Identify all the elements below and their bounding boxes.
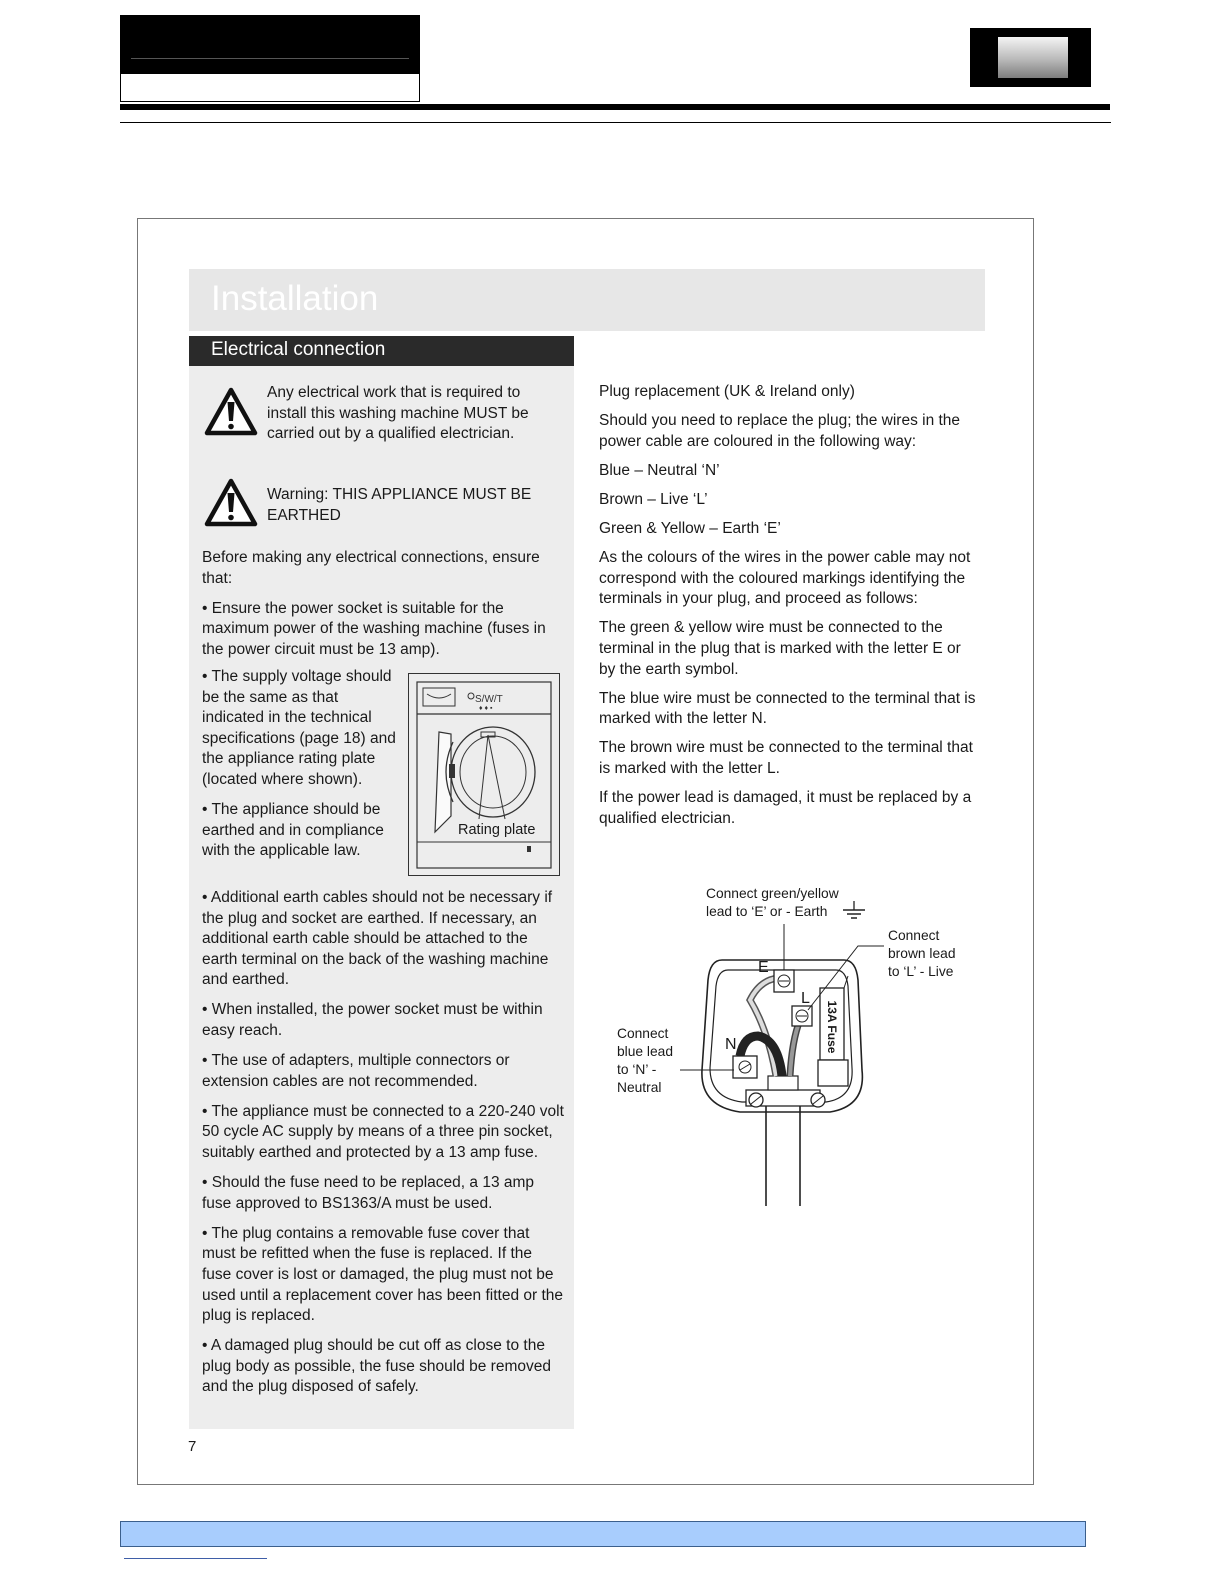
brand-logo (970, 28, 1091, 87)
header-rule-thin (120, 122, 1111, 123)
header-band (121, 16, 419, 74)
bullet-power-socket: • Ensure the power socket is suitable for the maximum power of the washing machine (fuses in the power circuit must be 13 amp). (202, 599, 546, 658)
svg-text:S/W/T: S/W/T (475, 694, 503, 705)
subsection-header (189, 336, 574, 366)
bullet-supply: • The appliance must be connected to a 220-240 volt 50 cycle AC supply by means of a three pin socket, suitably earthed and protected by a 13 amp fuse. (202, 1102, 564, 1162)
bullet-fuse-replace: • Should the fuse need to be replaced, a 13 amp fuse approved to BS1363/A must be used. (202, 1174, 535, 1212)
bullet-adapters: • The use of adapters, multiple connectors or extension cables are not recommended. (202, 1052, 510, 1090)
colours-note: As the colours of the wires in the power cable may not correspond with the coloured markings identifying the terminals in your plug, and proceed as follows: (599, 549, 971, 608)
terminal-l-label: L (801, 990, 810, 1007)
live-lead-label-1: Connect (888, 928, 940, 943)
header-box (120, 15, 420, 102)
page-number: 7 (188, 1438, 197, 1455)
live-lead-label-3: to ‘L’ - Live (888, 964, 954, 979)
washing-machine-illustration (409, 674, 559, 875)
green-yellow-instruction: The green & yellow wire must be connected to the terminal in the plug that is marked with the letter E or by the earth symbol. (599, 619, 961, 678)
bullet-damaged-plug: • A damaged plug should be cut off as close to the plug body as possible, the fuse should be removed and the plug disposed of safely. (202, 1337, 551, 1396)
section-title: Installation (211, 279, 379, 318)
footer-bar (120, 1521, 1086, 1547)
blue-instruction: The blue wire must be connected to the terminal that is marked with the letter N. (599, 689, 976, 728)
intro-text: Before making any electrical connections, ensure that: (202, 549, 540, 587)
live-lead-label-2: brown lead (888, 946, 956, 961)
warning-earthed-text: Warning: THIS APPLIANCE MUST BE EARTHED (267, 486, 532, 524)
rating-plate-label: Rating plate (458, 822, 536, 838)
neutral-lead-label-2: blue lead (617, 1044, 674, 1059)
wires-intro: Should you need to replace the plug; the wires in the power cable are coloured in the following way: (599, 412, 961, 450)
wire-brown: Brown – Live ‘L’ (599, 490, 708, 508)
neutral-lead-label-3: to ‘N’ - (617, 1062, 657, 1077)
neutral-lead-label-4: Neutral (617, 1080, 662, 1095)
warning-triangle-icon (203, 386, 259, 438)
warning-electrician-text: Any electrical work that is required to install this washing machine MUST be carried out by a qualified electrician. (267, 384, 529, 443)
header-rule-thick (120, 104, 1110, 110)
terminal-n-label: N (725, 1036, 737, 1053)
earth-lead-label-2: lead to ‘E’ or - Earth (706, 904, 828, 919)
neutral-lead-label-1: Connect (617, 1026, 669, 1041)
plug-replacement-heading: Plug replacement (UK & Ireland only) (599, 383, 855, 400)
right-column-text (599, 382, 979, 838)
warning-triangle-icon (203, 477, 259, 529)
fuse-label: 13A Fuse (825, 1000, 839, 1054)
brown-instruction: The brown wire must be connected to the terminal that is marked with the letter L. (599, 739, 973, 777)
damaged-lead-note: If the power lead is damaged, it must be replaced by a qualified electrician. (599, 789, 972, 827)
bullet-fuse-cover: • The plug contains a removable fuse cover that must be refitted when the fuse is replaced. If the fuse cover is lost or damaged, the plug must not be used until a replacement cover has been fitted or the plug is replaced. (202, 1224, 564, 1325)
left-text-narrow (202, 667, 398, 871)
svg-text:♦ ♦ ▪: ♦ ♦ ▪ (479, 705, 493, 712)
left-text-top (202, 548, 562, 670)
washing-machine-figure (408, 673, 560, 876)
section-banner (189, 269, 985, 331)
footer-link[interactable] (124, 1558, 267, 1559)
wire-blue: Blue – Neutral ‘N’ (599, 461, 720, 479)
terminal-e-label: E (758, 959, 769, 976)
subsection-title: Electrical connection (211, 339, 386, 360)
wire-green-yellow: Green & Yellow – Earth ‘E’ (599, 519, 781, 537)
bullet-supply-voltage: • The supply voltage should be the same as that indicated in the technical specifications (page 18) and the appliance rating plate (located where shown). (202, 668, 396, 788)
plug-wiring-diagram (600, 880, 980, 1210)
bullet-earth-cables: • Additional earth cables should not be necessary if the plug and socket are earthed. If necessary, an additional earth cable should be attached to the earth terminal on the back of the washing machine and earthed. (202, 889, 553, 989)
earth-lead-label-1: Connect green/yellow (706, 886, 839, 901)
left-text-bottom (202, 888, 564, 1408)
bullet-earthed: • The appliance should be earthed and in compliance with the applicable law. (202, 801, 384, 860)
bullet-socket-reach: • When installed, the power socket must be within easy reach. (202, 1001, 543, 1040)
